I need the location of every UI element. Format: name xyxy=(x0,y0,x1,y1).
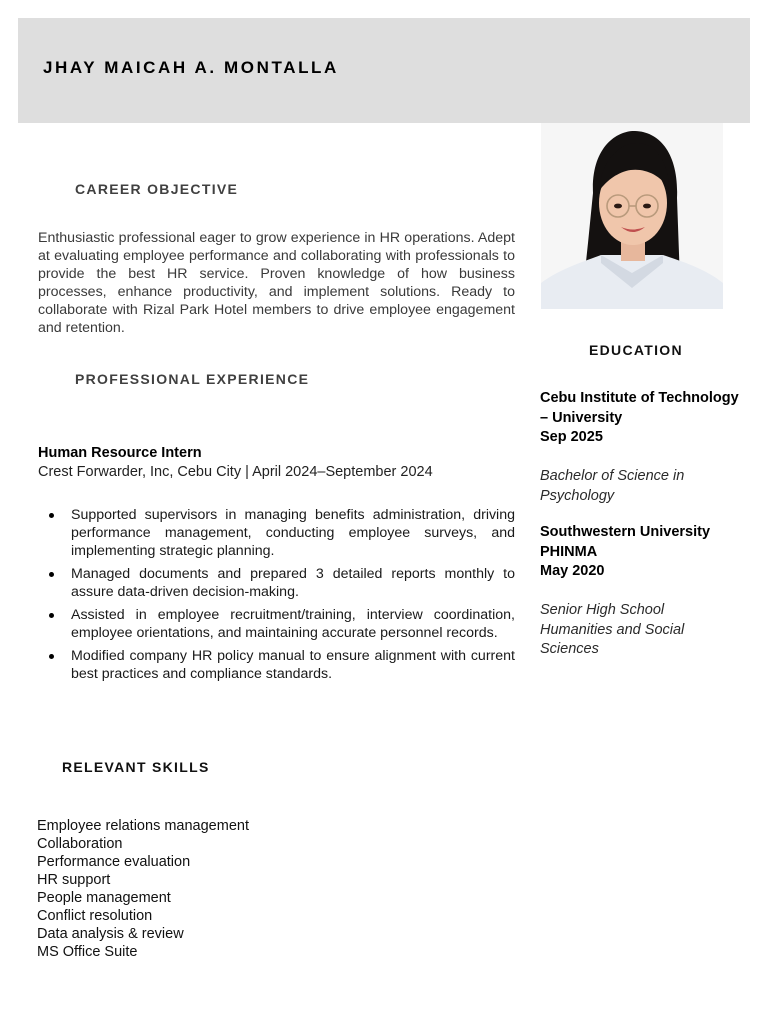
education-degree-cont: Sciences xyxy=(540,641,599,657)
experience-bullet: Assisted in employee recruitment/training, interview coordination, employee orientations, and maintaining accurate personnel records. xyxy=(38,606,515,642)
education-school-cont: – University xyxy=(540,409,623,426)
skill-item: HR support xyxy=(37,872,111,888)
education-date: Sep 2025 xyxy=(540,429,603,445)
bullet-dot-icon xyxy=(49,513,54,518)
education-entry xyxy=(540,523,755,660)
experience-bullet: Supported supervisors in managing benefits administration, driving performance management, conducting employee surveys, and implementing strategic planning. xyxy=(38,506,515,560)
candidate-name: JHAY MAICAH A. MONTALLA xyxy=(43,58,339,77)
skill-item: Data analysis & review xyxy=(37,926,184,942)
skill-item: Conflict resolution xyxy=(37,908,153,924)
experience-bullets xyxy=(38,506,515,688)
skills-list xyxy=(37,817,249,961)
experience-bullet: Managed documents and prepared 3 detailed reports monthly to assure data-driven decision-making. xyxy=(38,565,515,601)
portrait-photo xyxy=(541,123,723,309)
experience-bullet: Modified company HR policy manual to ensure alignment with current best practices and compliance standards. xyxy=(38,647,515,683)
education-date: May 2020 xyxy=(540,563,605,579)
skill-item: People management xyxy=(37,890,171,906)
career-objective-text: Enthusiastic professional eager to grow experience in HR operations. Adept at evaluating employee performance and collaborating with professionals to provide the best HR service. Proven knowledge of how business processes, enhance productivity, and implement solutions. Ready to collaborate with Rizal Park Hotel members to drive employee engagement and retention. xyxy=(38,230,515,336)
skill-item: MS Office Suite xyxy=(37,944,138,960)
job-company-dates: Crest Forwarder, Inc, Cebu City | April 2024–September 2024 xyxy=(38,464,433,480)
portrait-illustration xyxy=(541,123,723,309)
bullet-dot-icon xyxy=(49,572,54,577)
skill-item: Employee relations management xyxy=(37,818,249,834)
education-degree: Bachelor of Science in xyxy=(540,468,685,484)
education-school-cont: PHINMA xyxy=(540,543,598,560)
professional-experience-heading: PROFESSIONAL EXPERIENCE xyxy=(75,371,310,387)
skill-item: Collaboration xyxy=(37,836,123,852)
education-degree-cont: Psychology xyxy=(540,487,615,504)
bullet-dot-icon xyxy=(49,613,54,618)
education-school: Cebu Institute of Technology xyxy=(540,390,739,406)
career-objective-heading: CAREER OBJECTIVE xyxy=(75,181,239,197)
education-school: Southwestern University xyxy=(540,524,711,540)
education-entry xyxy=(540,389,755,506)
education-heading: EDUCATION xyxy=(589,342,683,358)
bullet-dot-icon xyxy=(49,654,54,659)
job-title: Human Resource Intern xyxy=(38,445,202,461)
education-degree-cont: Humanities and Social xyxy=(540,621,685,638)
header-band xyxy=(18,18,750,123)
education-degree: Senior High School xyxy=(540,602,665,618)
relevant-skills-heading: RELEVANT SKILLS xyxy=(62,759,210,775)
skill-item: Performance evaluation xyxy=(37,854,191,870)
